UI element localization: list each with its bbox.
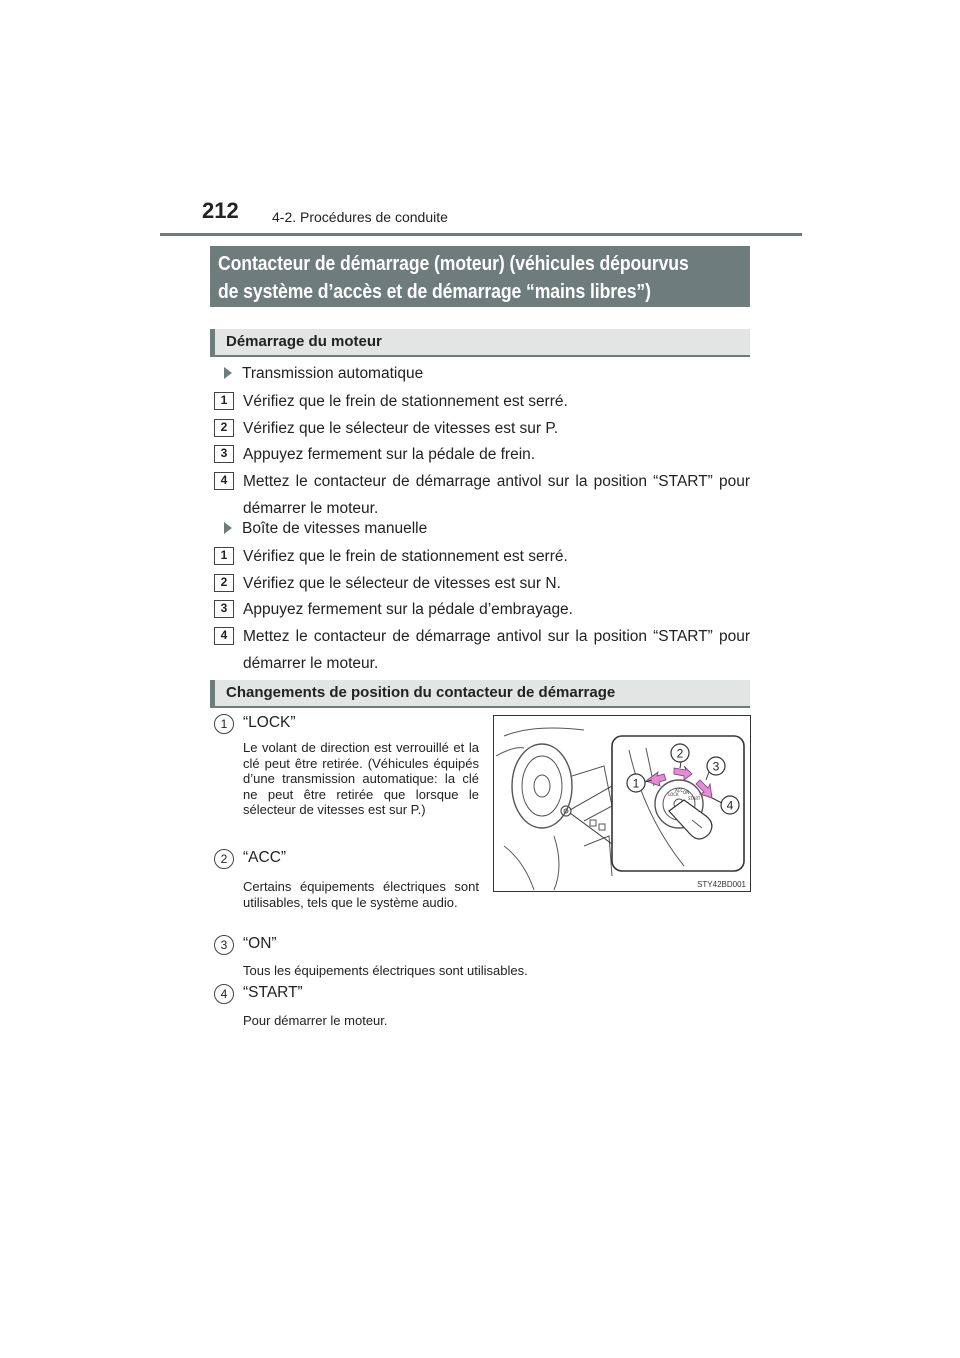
triangle-bullet-icon	[224, 522, 232, 534]
ignition-switch-drawing	[494, 716, 750, 891]
step-text: Vérifiez que le sélecteur de vitesses est sur P.	[243, 420, 559, 437]
page-number: 212	[202, 198, 239, 223]
page-title	[210, 246, 750, 307]
position-label: “START”	[243, 984, 303, 1001]
title-line-2: de système d’accès et de démarrage “mains libres”)	[218, 281, 651, 303]
switch-mark-start: START	[688, 796, 701, 801]
step-text: Mettez le contacteur de démarrage antivol sur la position “START” pour démarrer le moteur.	[243, 628, 750, 672]
position-label: “LOCK”	[243, 714, 296, 731]
callout-3: 3	[712, 759, 720, 774]
step-text: Appuyez fermement sur la pédale de frein.	[243, 446, 536, 463]
callout-2: 2	[676, 746, 684, 761]
position-marker: 1	[214, 714, 234, 734]
position-description: Le volant de direction est verrouillé et la clé peut être retirée. (Véhicules équipés d’une transmission automatique: la clé ne peut être retirée que lorsque le sélecteur de vitesses est sur P.)	[243, 740, 479, 817]
step-badge: 4	[214, 627, 234, 645]
step-badge: 1	[214, 392, 234, 410]
ignition-switch-illustration	[493, 715, 751, 892]
step-text: Appuyez fermement sur la pédale d’embrayage.	[243, 601, 573, 618]
step-badge: 1	[214, 547, 234, 565]
title-line-1: Contacteur de démarrage (moteur) (véhicules dépourvus	[218, 253, 689, 275]
triangle-bullet-icon	[224, 367, 232, 379]
step-text: Vérifiez que le frein de stationnement est serré.	[243, 393, 568, 410]
step-badge: 3	[214, 600, 234, 618]
step-text: Mettez le contacteur de démarrage antivol sur la position “START” pour démarrer le moteur.	[243, 473, 750, 517]
position-marker: 2	[214, 849, 234, 869]
switch-mark-lock: LOCK	[668, 792, 679, 797]
switch-mark-on: ON	[683, 790, 690, 795]
subheading-manual-label: Boîte de vitesses manuelle	[242, 520, 428, 537]
position-marker: 4	[214, 984, 234, 1004]
position-marker: 3	[214, 935, 234, 955]
step-badge: 4	[214, 472, 234, 490]
header-rule	[160, 233, 802, 236]
subheading-automatic-label: Transmission automatique	[242, 365, 424, 382]
section-heading-start-engine: Démarrage du moteur	[210, 329, 750, 357]
chapter-title: 4-2. Procédures de conduite	[272, 209, 448, 225]
subheading-manual	[224, 520, 427, 538]
step-badge: 3	[214, 445, 234, 463]
figure-code: STY42BD001	[697, 880, 746, 889]
step-badge: 2	[214, 419, 234, 437]
callout-4: 4	[726, 798, 734, 813]
step-badge: 2	[214, 574, 234, 592]
callout-1: 1	[632, 776, 640, 791]
section-heading-switch-positions: Changements de position du contacteur de démarrage	[210, 680, 750, 708]
position-label: “ACC”	[243, 849, 287, 866]
step-text: Vérifiez que le frein de stationnement est serré.	[243, 548, 568, 565]
position-description: Tous les équipements électriques sont utilisables.	[243, 963, 528, 978]
position-description: Certains équipements électriques sont utilisables, tels que le système audio.	[243, 879, 479, 910]
position-label: “ON”	[243, 935, 277, 952]
subheading-automatic	[224, 365, 423, 383]
switch-mark-acc: ACC	[675, 788, 684, 793]
position-description: Pour démarrer le moteur.	[243, 1013, 388, 1028]
step-text: Vérifiez que le sélecteur de vitesses est sur N.	[243, 575, 561, 592]
page-header	[160, 198, 800, 236]
